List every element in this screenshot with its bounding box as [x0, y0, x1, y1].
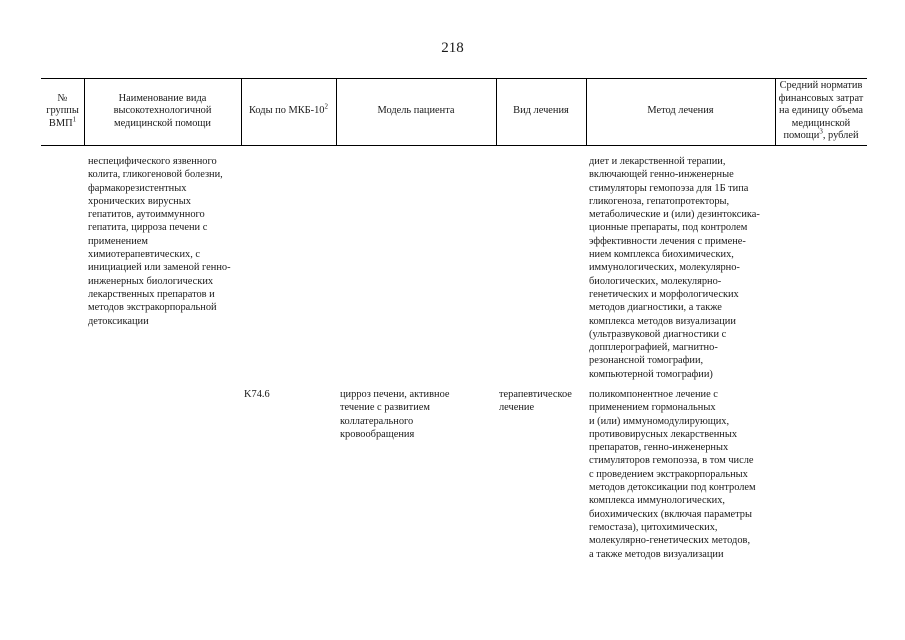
header-care-name: Наименование вида высокотехнологичной медицинской помощи [113, 92, 212, 129]
row-1-treatment-method: диет и лекарственной терапии, включающей генно-инженерные стимуляторы гемопоэза для 1Б типа гликогеноза, гепатопротекторы, метаболические и (или) дезинтоксика- ционные препараты, под контролем эффективности лечения с примене- нием комплекса биохимических, иммунологических, молекулярно- биологических, молекулярно- генетических и морфологических методов диагностики, а также комплекса методов визуализации (ультразвуковой диагностики с допплерографией, магнитно- резонансной томографии, компьютерной томографии) [589, 156, 760, 380]
header-patient-model: Модель пациента [377, 105, 455, 117]
header-group-number: № группы ВМП$^1$ [46, 92, 79, 129]
header-treatment-type: Вид лечения [513, 105, 569, 117]
header-treatment-method: Метод лечения [647, 105, 714, 117]
header-bottom-rule [41, 145, 867, 146]
row-1-care-name: неспецифического язвенного колита, гликогеновой болезни, фармакорезистентных хронических вирусных гепатитов, аутоиммунного гепатита, цирроза печени с применением химиотерапевтических, с инициацией или заменой генно- инженерных биологических лекарственных препаратов и методов экстракорпоральной детоксикации [88, 156, 231, 327]
row-2-patient-model: цирроз печени, активное течение с развитием коллатерального кровообращения [340, 389, 450, 440]
header-icd-codes: Коды по МКБ-$10^2$ [248, 102, 328, 117]
row-2-treatment-method: поликомпонентное лечение с применением гормональных и (или) иммуномодулирующих, противовирусных лекарственных препаратов, генно-инженерных стимуляторов гемопоэза, в том числе с проведением экстракорпоральных методов детоксикации под контролем комплекса иммунологических, биохимических (включая параметры гемостаза), цитохимических, молекулярно-генетических методов, а также методов визуализации [589, 389, 756, 560]
row-2-icd-code: K74.6 [244, 389, 270, 400]
page-number: 218 [441, 40, 464, 56]
header-cost-norm: Средний норматив финансовых затрат на единицу объема медицинской помощи$^3$, рублей [778, 80, 864, 142]
row-2-treatment-type: терапевтическое лечение [499, 389, 572, 414]
